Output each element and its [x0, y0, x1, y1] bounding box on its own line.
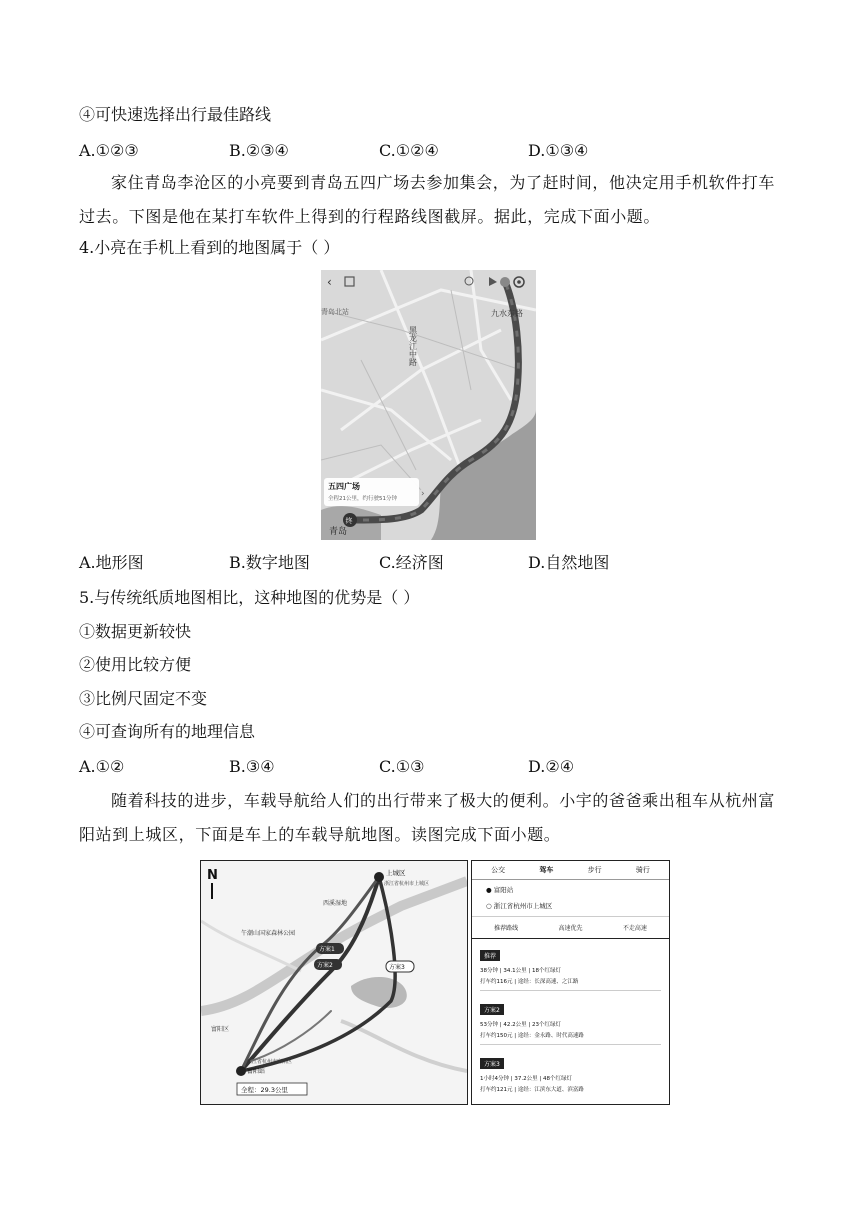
- q5-item-3: ③比例尺固定不变: [79, 689, 208, 708]
- q5-item-2: ②使用比较方便: [79, 655, 192, 674]
- pref-highway: 高速优先: [558, 925, 583, 932]
- label-qingdao-north-station: 青岛北站: [321, 308, 349, 316]
- q4-option-c: C.经济图: [379, 553, 444, 572]
- card-destination: 五四广场: [328, 482, 360, 491]
- label-shangcheng: 上城区: [386, 869, 406, 877]
- tab-walk: 步行: [587, 866, 602, 874]
- to-field: ○ 浙江省杭州市上城区: [472, 896, 669, 917]
- label-jiushui-east-road: 九水东路: [491, 309, 523, 318]
- label-heilongjiang-road: 黑龙江中路: [408, 326, 418, 366]
- plan-1-summary: 38分钟 | 34.1公里 | 18个红绿灯: [480, 968, 561, 974]
- plan-card-2: [472, 991, 669, 1045]
- passage-qingdao: 家住青岛李沧区的小亮要到青岛五四广场去参加集会，为了赶时间，他决定用手机软件打车过去。下图是他在某打车软件上得到的行程路线图截屏。据此，完成下面小题。: [79, 173, 776, 226]
- label-shangcheng-address: 浙江省杭州市上城区: [384, 881, 430, 887]
- q4-option-b: B.数字地图: [229, 553, 310, 572]
- from-field: ● 富阳站: [486, 886, 514, 894]
- pref-recommended: 推荐路线: [494, 925, 519, 932]
- label-xixi: 西溪湿地: [323, 900, 348, 907]
- plan-3-tag: 方案3: [480, 1058, 504, 1069]
- q3-option-c: C.①②④: [379, 141, 439, 160]
- car-navigation-map: [200, 860, 468, 1105]
- plan-1-tag: 推荐: [480, 950, 500, 961]
- label-wuchaoshan: 午潮山国家森林公园: [241, 930, 296, 937]
- plan-2-summary: 53分钟 | 42.2公里 | 23个红绿灯: [480, 1022, 561, 1028]
- to-value: 浙江省杭州市上城区: [493, 902, 553, 910]
- q5-item-1: ①数据更新较快: [79, 622, 192, 641]
- label-plan-1: 方案1: [319, 946, 335, 953]
- plan-card-1: [472, 939, 669, 991]
- ride-hailing-map: [321, 270, 536, 540]
- q3-option-b: B.②③④: [229, 141, 289, 160]
- q5-option-c: C.①③: [379, 757, 425, 776]
- from-value: 富阳站: [493, 886, 514, 894]
- svg-text:›: ›: [421, 489, 425, 499]
- q5-option-a: A.①②: [79, 757, 125, 776]
- tab-ride: 骑行: [635, 866, 650, 874]
- plan-3-summary: 1小时4分钟 | 37.2公里 | 48个红绿灯: [480, 1076, 572, 1082]
- card-trip-detail: 全程21公里，约行驶51分钟: [328, 496, 397, 502]
- q5-item-4: ④可查询所有的地理信息: [79, 722, 256, 741]
- q3-item-4: ④可快速选择出行最佳路线: [79, 105, 272, 124]
- north-arrow: N: [207, 868, 218, 883]
- route-options-panel: [471, 860, 670, 1105]
- q5-option-b: B.③④: [229, 757, 275, 776]
- q3-option-a: A.①②③: [79, 141, 139, 160]
- q5-option-d: D.②④: [528, 757, 575, 776]
- svg-text:‹: ‹: [327, 275, 332, 289]
- q4-option-d: D.自然地图: [528, 553, 610, 572]
- label-total-distance: 全程：29.3公里: [241, 1086, 288, 1094]
- q5-stem: 5.与传统纸质地图相比，这种地图的优势是（ ）: [79, 588, 420, 607]
- label-plan-3: 方案3: [389, 964, 405, 971]
- q4-stem: 4.小亮在手机上看到的地图属于（ ）: [79, 238, 340, 257]
- label-fuyang-district: 富阳区: [211, 1026, 230, 1033]
- q4-option-a: A.地形图: [79, 553, 144, 572]
- label-plan-2: 方案2: [317, 962, 333, 969]
- q3-option-d: D.①③④: [528, 141, 589, 160]
- plan-2-tag: 方案2: [480, 1004, 504, 1015]
- label-fuyang-address: 浙江省杭州市富阳区: [247, 1059, 293, 1065]
- passage-hangzhou: 随着科技的进步，车载导航给人们的出行带来了极大的便利。小宇的爸爸乘出租车从杭州富阳站到上城区，下面是车上的车载导航地图。读图完成下面小题。: [79, 791, 776, 844]
- label-qingdao: 青岛: [329, 527, 348, 537]
- plan-2-fare: 打车约150元 | 途经：金永路、时代高速路: [480, 1031, 661, 1045]
- tab-drive: 驾车: [539, 866, 554, 874]
- end-marker: 终: [345, 517, 353, 525]
- plan-1-fare: 打车约116元 | 途经：长深高速、之江路: [480, 977, 661, 991]
- tab-bus: 公交: [491, 866, 506, 874]
- pref-no-highway: 不走高速: [622, 925, 647, 932]
- plan-card-3: [472, 1045, 669, 1093]
- plan-3-fare: 打车约121元 | 途经：江滨东大道、滨富路: [480, 1087, 584, 1093]
- label-fuyang-station: 富阳站: [247, 1068, 266, 1075]
